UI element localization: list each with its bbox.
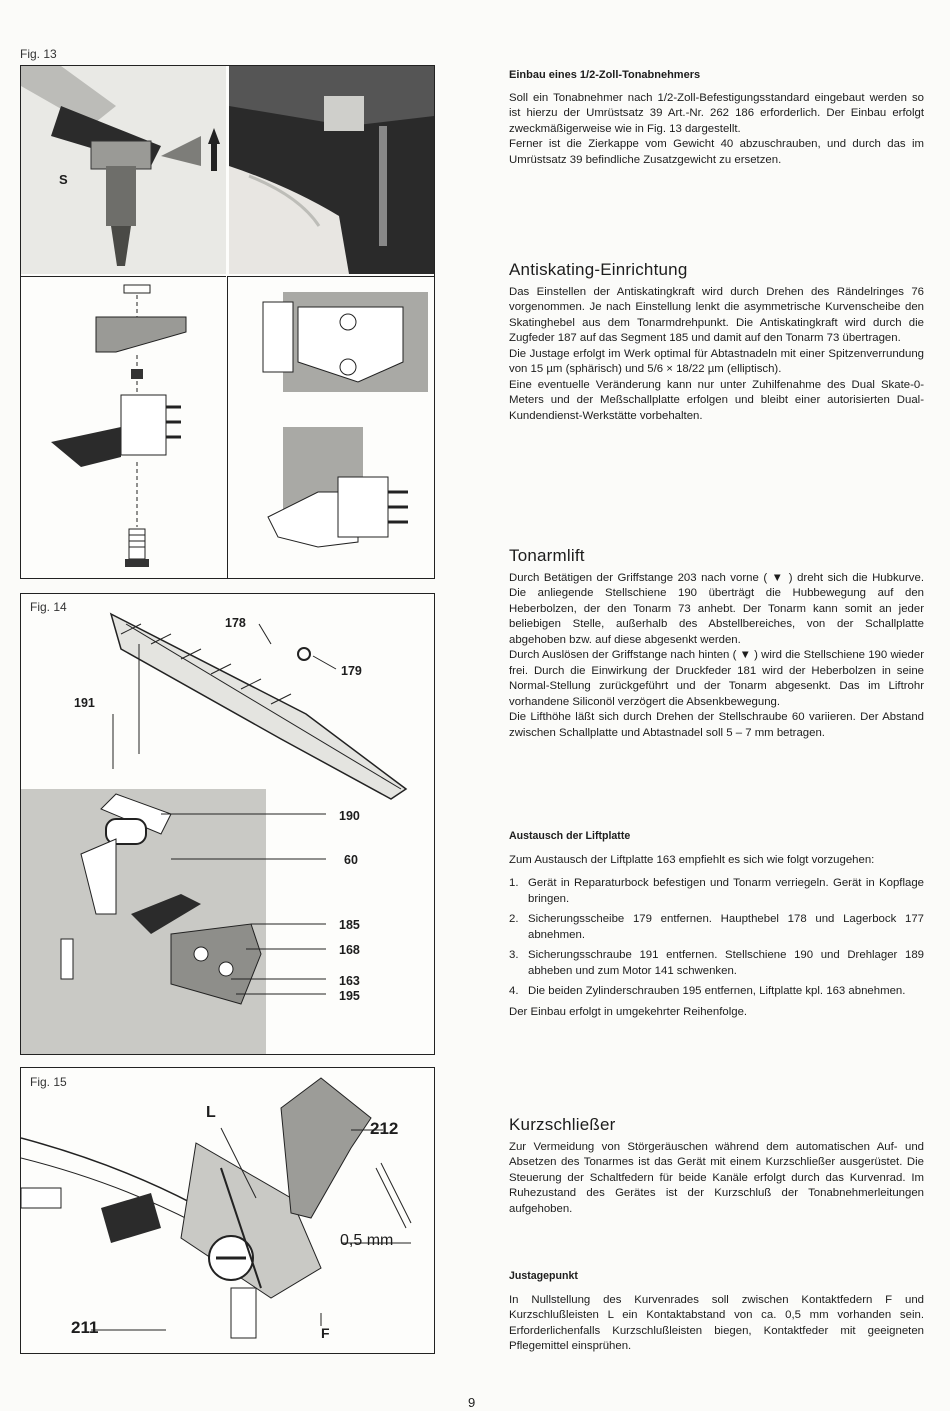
section-einbau [509,68,924,168]
step-text: Die beiden Zylinderschrauben 195 entfernen, Liftplatte kpl. 163 abnehmen. [528,985,906,997]
step-number: 4. [509,985,519,997]
einbau-p2: Ferner ist die Zierkappe vom Gewicht 40 abzuschrauben, und durch das im Umrüstsatz 39 befindliche Zusatzgewicht zu ersetzen. [509,138,924,166]
tonarmlift-heading: Tonarmlift [509,546,585,565]
fig14-lift-drawing [21,594,434,1054]
kurzschliesser-heading: Kurzschließer [509,1115,616,1134]
callout-163: 163 [339,974,360,988]
kurzschliesser-p1: Zur Vermeidung von Störgeräuschen während dem automatischen Auf- und Absetzen des Tonarmes ist das Gerät mit einem Kurzschließer ausgerüstet. Die Steuerung der Schaltfedern für beide Kanäle erfolgt durch das Kurvenrad. Im Ruhezustand des Gerätes ist der Kurzschluß der Tonabnehmerleitungen aufgehoben. [509,1140,924,1215]
section-justage [509,1269,924,1355]
fig14-frame [20,593,435,1055]
section-liftplatte [509,829,924,1020]
step-text: Gerät in Reparaturbock befestigen und Tonarm verriegeln. Gerät in Kopflage bringen. [528,877,924,905]
step-number: 2. [509,913,519,925]
list-item [509,984,924,1000]
list-item [509,876,924,907]
tonarmlift-p1: Durch Betätigen der Griffstange 203 nach vorne ( ▼ ) dreht sich die Hubkurve. Die anliegende Stellschiene 190 überträgt die Hubbewegung auf den Heberbolzen, der den Tonarm 73 anhebt. Der Tonarm kann somit an jeder beliebigen Stelle, außerhalb des Abstellbereiches, von der Schallplatte abgehoben bzw. auf diese abgesenkt werden. [509,571,924,646]
fig15-shortcircuit-drawing [21,1068,434,1353]
antiskating-heading: Antiskating-Einrichtung [509,260,688,279]
fig14-label: Fig. 14 [30,600,67,614]
liftplatte-heading: Austausch der Liftplatte [509,830,631,842]
fig15-frame [20,1067,435,1354]
liftplatte-intro: Zum Austausch der Liftplatte 163 empfiehlt es sich wie folgt vorzugehen: [509,853,875,866]
tonarmlift-p2: Durch Auslösen der Griffstange nach hinten ( ▼ ) wird die Stellschiene 190 wieder frei. Durch die Einwirkung der Druckfeder 181 wird der Heberbolzen in seine Normal-Stellung zurückgeführt und der Tonarm abgesenkt. Das im Liftrohr vorhandene Siliconöl verzögert die Absenkbewegung. [509,649,924,708]
list-item [509,948,924,979]
section-kurzschliesser [509,1117,924,1217]
callout-211: 211 [71,1318,99,1337]
step-text: Sicherungsscheibe 179 entfernen. Haupthebel 178 und Lagerbock 177 abnehmen. [528,913,924,941]
exploded-view-drawing [21,277,226,577]
callout-f: F [321,1325,330,1341]
callout-60: 60 [344,853,358,867]
callout-185: 185 [339,918,360,932]
liftplatte-steps [509,876,924,1000]
fig13-drawing-mount [227,276,435,579]
section-antiskating [509,262,924,424]
fig15-label: Fig. 15 [30,1075,67,1089]
step-number: 1. [509,877,519,889]
fig13-label: Fig. 13 [20,47,57,61]
justage-heading: Justagepunkt [509,1270,578,1282]
tonarmlift-p3: Die Lifthöhe läßt sich durch Drehen der Stellschraube 60 variieren. Der Abstand zwischen Schallplatte und Abtastnadel soll 5 – 7 mm betragen. [509,711,924,739]
callout-179: 179 [341,664,362,678]
callout-178: 178 [225,616,246,630]
list-item [509,912,924,943]
step-number: 3. [509,949,519,961]
page-number: 9 [468,1395,476,1410]
einbau-p1: Soll ein Tonabnehmer nach 1/2-Zoll-Befestigungsstandard eingebaut werden so ist hierzu der Umrüstsatz 39 Art.-Nr. 262 186 erforderlich. Der Einbau erfolgt zweckmäßigerweise wie in Fig. 13 dargestellt. [509,91,924,135]
fig13-drawing-exploded [21,276,226,579]
liftplatte-outro: Der Einbau erfolgt in umgekehrter Reihenfolge. [509,1005,748,1018]
fig13-photo-hand [229,66,434,274]
callout-195: 195 [339,989,360,1003]
fig13-photo-cartridge [21,66,226,274]
callout-gap: 0,5 mm [340,1232,394,1249]
justage-p1: In Nullstellung des Kurvenrades soll zwischen Kontaktfedern F und Kurzschlußleisten L ein Kontaktabstand von ca. 0,5 mm vorhanden sein. Erforderlichenfalls Kurzschlußleisten biegen, Kontaktfeder mit geeigneten Pflegemittel einsprühen. [509,1293,924,1352]
callout-191: 191 [74,696,95,710]
hand-photo-illustration [229,66,434,274]
step-text: Sicherungsschraube 191 entfernen. Stellschiene 190 und Drehlager 189 abheben und zum Motor 141 schwenken. [528,949,924,977]
callout-s: S [59,172,68,187]
fig13-frame [20,65,435,579]
callout-190: 190 [339,809,360,823]
callout-l: L [206,1104,216,1121]
cartridge-photo-illustration [21,66,226,274]
mount-drawing [228,277,435,577]
antiskating-p3: Eine eventuelle Veränderung kann nur unter Zuhilfenahme des Dual Skate-0-Meters und der Meßschallplatte erfolgen und bleibt einer autorisierten Dual-Kundendienst-Werkstätte vorbehalten. [509,378,924,422]
callout-212: 212 [370,1119,399,1138]
antiskating-p2: Die Justage erfolgt im Werk optimal für Abtastnadeln mit einer Spitzenverrundung von 15 µm (sphärisch) und 5/6 × 18/22 µm (elliptisch). [509,347,924,375]
einbau-heading: Einbau eines 1/2-Zoll-Tonabnehmers [509,69,701,81]
section-tonarmlift [509,548,924,741]
callout-168: 168 [339,943,360,957]
antiskating-p1: Das Einstellen der Antiskatingkraft wird durch Drehen des Rändelringes 76 vorgenommen. Je nach Einstellung lenkt die asymmetrische Kurvenscheibe den Skatinghebel aus dem Tonarmdrehpunkt. Die Antiskatingkraft wird durch die Zugfeder 187 auf das Segment 185 und damit auf den Tonarm 73 übertragen. [509,285,924,344]
